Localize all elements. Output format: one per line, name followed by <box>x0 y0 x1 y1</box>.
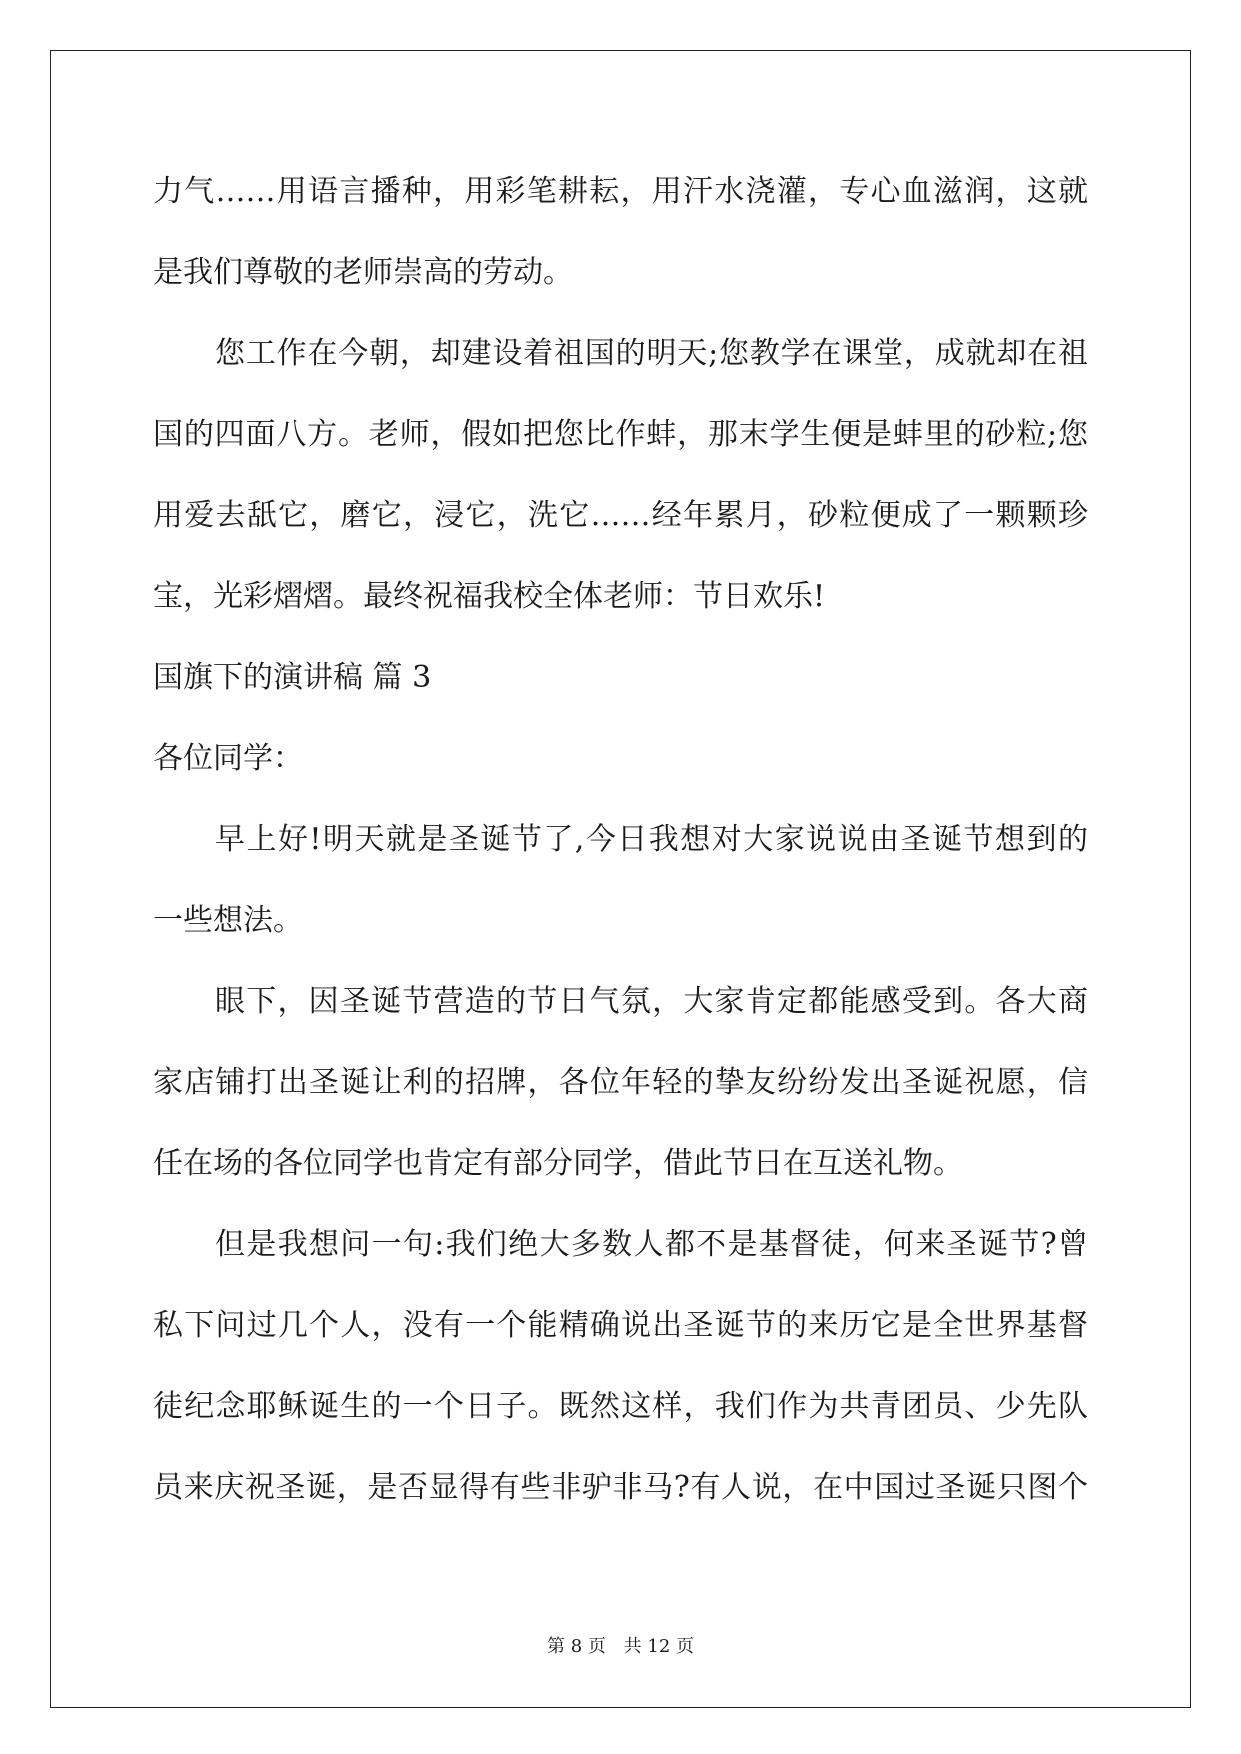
section-heading: 国旗下的演讲稿 篇 3 <box>153 660 432 695</box>
document-body <box>153 162 1088 1539</box>
text-line: 国的四面八方。老师，假如把您比作蚌，那末学生便是蚌里的砂粒;您 <box>153 417 1088 452</box>
page-footer <box>0 1632 1241 1658</box>
text-line: 眼下，因圣诞节营造的节日气氛，大家肯定都能感受到。各大商 <box>215 984 1088 1019</box>
text-line: 早上好!明天就是圣诞节了,今日我想对大家说说由圣诞节想到的 <box>215 822 1088 857</box>
text-line: 宝，光彩熠熠。最终祝福我校全体老师：节日欢乐! <box>153 579 826 614</box>
text-line: 任在场的各位同学也肯定有部分同学，借此节日在互送礼物。 <box>153 1146 963 1181</box>
text-line: 力气……用语言播种，用彩笔耕耘，用汗水浇灌，专心血滋润，这就 <box>153 174 1088 209</box>
text-line: 您工作在今朝，却建设着祖国的明天;您教学在课堂，成就却在祖 <box>215 336 1088 371</box>
salutation: 各位同学： <box>153 741 303 776</box>
text-line: 家店铺打出圣诞让利的招牌，各位年轻的挚友纷纷发出圣诞祝愿，信 <box>153 1065 1088 1100</box>
text-line: 徒纪念耶稣诞生的一个日子。既然这样，我们作为共青团员、少先队 <box>153 1389 1088 1424</box>
text-line: 私下问过几个人，没有一个能精确说出圣诞节的来历它是全世界基督 <box>153 1308 1088 1343</box>
text-line: 是我们尊敬的老师崇高的劳动。 <box>153 255 573 290</box>
text-line: 但是我想问一句:我们绝大多数人都不是基督徒，何来圣诞节?曾 <box>215 1227 1088 1262</box>
page-total: 共 12 页 <box>623 1636 694 1657</box>
text-line: 一些想法。 <box>153 903 303 938</box>
text-line: 员来庆祝圣诞，是否显得有些非驴非马?有人说，在中国过圣诞只图个 <box>153 1470 1088 1505</box>
text-line: 用爱去舐它，磨它，浸它，洗它……经年累月，砂粒便成了一颗颗珍 <box>153 498 1088 533</box>
page-number: 第 8 页 <box>547 1636 606 1657</box>
